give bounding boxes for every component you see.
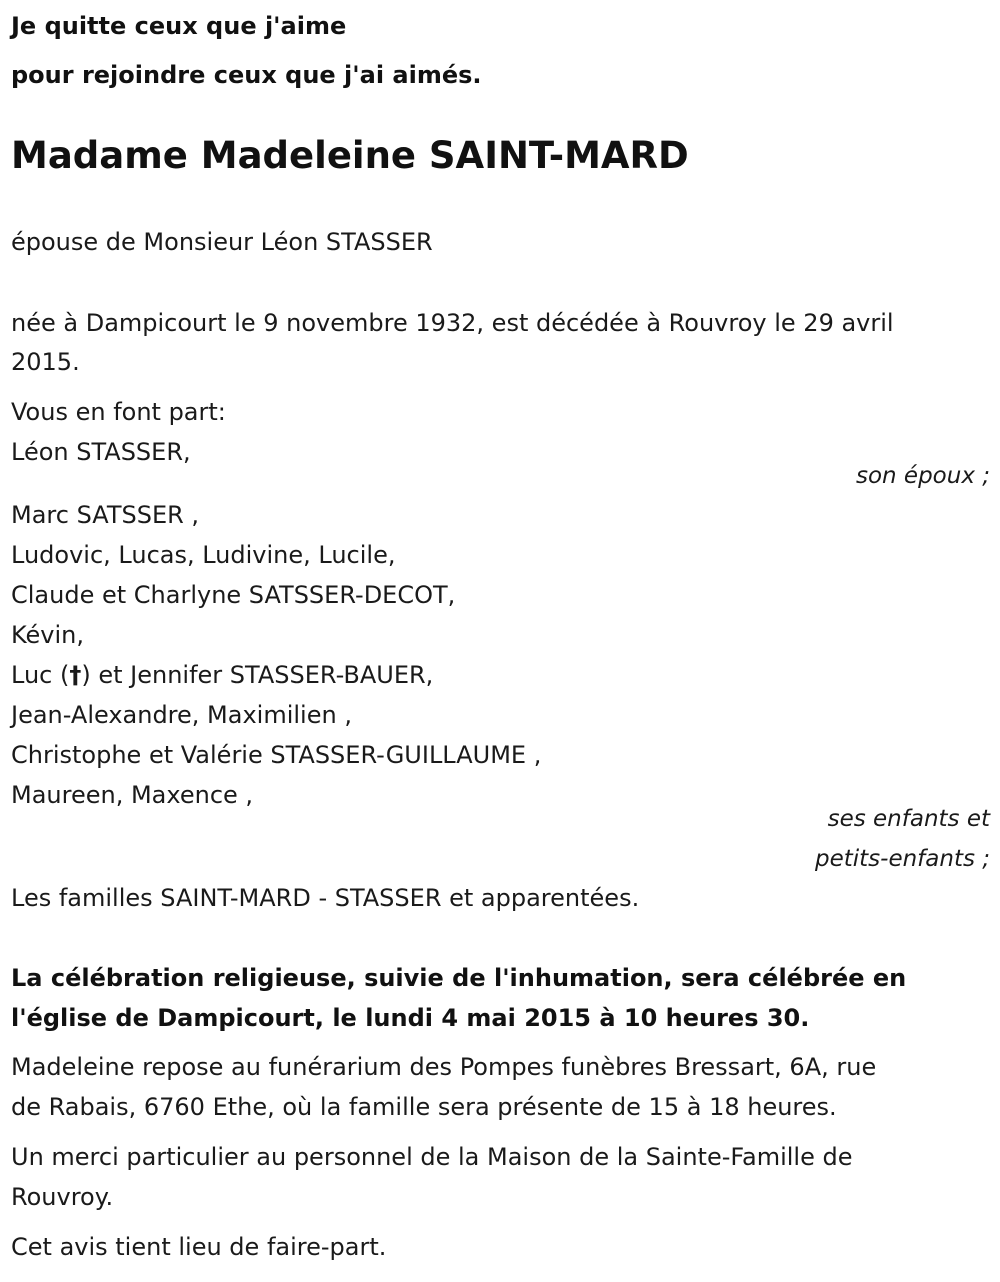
- epigraph-line-2: pour rejoindre ceux que j'ai aimés.: [11, 61, 482, 89]
- family-member-text: Luc (: [11, 661, 70, 689]
- thanks-line-1: Un merci particulier au personnel de la Maison de la Sainte-Famille de: [11, 1143, 853, 1171]
- family-member: [11, 660, 433, 690]
- family-member: Claude et Charlyne SATSSER-DECOT,: [11, 581, 456, 609]
- funeral-home-line-1: Madeleine repose au funérarium des Pompes funèbres Bressart, 6A, rue: [11, 1053, 877, 1081]
- family-member-text: ) et Jennifer STASSER-BAUER,: [81, 661, 434, 689]
- family-member: Jean-Alexandre, Maximilien ,: [11, 701, 352, 729]
- family-role-line-2: petits-enfants ;: [814, 846, 990, 872]
- ceremony-line-1: La célébration religieuse, suivie de l'inhumation, sera célébrée en: [11, 964, 907, 992]
- announcement-intro: Vous en font part:: [11, 398, 226, 426]
- family-role-line-1: ses enfants et: [827, 806, 990, 832]
- closing-line: Cet avis tient lieu de faire-part.: [11, 1233, 387, 1261]
- spouse-role: son époux ;: [855, 463, 990, 489]
- family-member: Ludovic, Lucas, Ludivine, Lucile,: [11, 541, 396, 569]
- family-member: Kévin,: [11, 621, 85, 649]
- ceremony-line-2: l'église de Dampicourt, le lundi 4 mai 2015 à 10 heures 30.: [11, 1004, 810, 1032]
- family-member: Christophe et Valérie STASSER-GUILLAUME ,: [11, 741, 542, 769]
- funeral-home-line-2: de Rabais, 6760 Ethe, où la famille sera présente de 15 à 18 heures.: [11, 1093, 837, 1121]
- epigraph-line-1: Je quitte ceux que j'aime: [11, 12, 347, 40]
- thanks-line-2: Rouvroy.: [11, 1183, 114, 1211]
- cross-icon: †: [69, 661, 82, 689]
- birth-death-line-1: née à Dampicourt le 9 novembre 1932, est décédée à Rouvroy le 29 avril: [11, 309, 894, 337]
- spouse-line: épouse de Monsieur Léon STASSER: [11, 228, 433, 256]
- deceased-name: Madame Madeleine SAINT-MARD: [11, 134, 689, 177]
- spouse-name: Léon STASSER,: [11, 438, 191, 466]
- birth-death-line-2: 2015.: [11, 348, 80, 376]
- family-member: Maureen, Maxence ,: [11, 781, 254, 809]
- family-member: Marc SATSSER ,: [11, 501, 200, 529]
- families-line: Les familles SAINT-MARD - STASSER et apparentées.: [11, 884, 640, 912]
